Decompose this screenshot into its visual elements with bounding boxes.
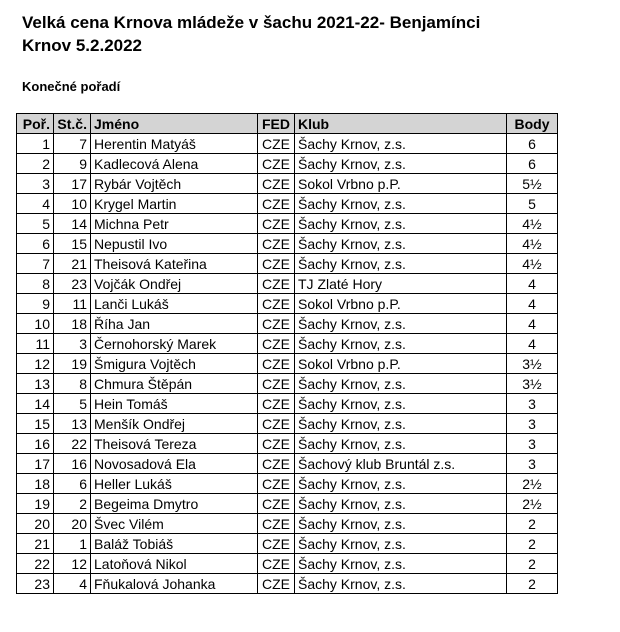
- cell-club: Šachy Krnov, z.s.: [295, 514, 507, 534]
- cell-rank: 13: [17, 374, 54, 394]
- table-row: [17, 174, 558, 194]
- cell-federation: CZE: [258, 214, 295, 234]
- cell-points: 6: [507, 154, 558, 174]
- cell-federation: CZE: [258, 394, 295, 414]
- table-row: [17, 434, 558, 454]
- cell-start-number: 7: [54, 134, 91, 154]
- cell-name: Theisová Kateřina: [91, 254, 258, 274]
- cell-club: Šachy Krnov, z.s.: [295, 154, 507, 174]
- cell-name: Černohorský Marek: [91, 334, 258, 354]
- cell-start-number: 10: [54, 194, 91, 214]
- header-club: Klub: [295, 114, 507, 134]
- header-name: Jméno: [91, 114, 258, 134]
- cell-start-number: 9: [54, 154, 91, 174]
- cell-start-number: 4: [54, 574, 91, 594]
- cell-name: Michna Petr: [91, 214, 258, 234]
- cell-name: Šmigura Vojtěch: [91, 354, 258, 374]
- table-row: [17, 374, 558, 394]
- cell-rank: 19: [17, 494, 54, 514]
- cell-start-number: 1: [54, 534, 91, 554]
- cell-name: Theisová Tereza: [91, 434, 258, 454]
- cell-club: Šachy Krnov, z.s.: [295, 314, 507, 334]
- cell-points: 5: [507, 194, 558, 214]
- cell-federation: CZE: [258, 474, 295, 494]
- cell-federation: CZE: [258, 134, 295, 154]
- cell-name: Chmura Štěpán: [91, 374, 258, 394]
- cell-federation: CZE: [258, 194, 295, 214]
- table-row: [17, 454, 558, 474]
- cell-name: Švec Vilém: [91, 514, 258, 534]
- cell-federation: CZE: [258, 254, 295, 274]
- cell-club: Šachy Krnov, z.s.: [295, 374, 507, 394]
- cell-start-number: 23: [54, 274, 91, 294]
- cell-rank: 3: [17, 174, 54, 194]
- table-row: [17, 394, 558, 414]
- cell-points: 4: [507, 274, 558, 294]
- cell-start-number: 8: [54, 374, 91, 394]
- cell-club: Šachy Krnov, z.s.: [295, 334, 507, 354]
- cell-points: 2: [507, 554, 558, 574]
- table-row: [17, 334, 558, 354]
- cell-points: 3: [507, 394, 558, 414]
- cell-points: 2: [507, 514, 558, 534]
- cell-club: Šachy Krnov, z.s.: [295, 214, 507, 234]
- cell-club: Šachy Krnov, z.s.: [295, 434, 507, 454]
- cell-federation: CZE: [258, 234, 295, 254]
- cell-name: Říha Jan: [91, 314, 258, 334]
- cell-club: Šachy Krnov, z.s.: [295, 534, 507, 554]
- cell-rank: 1: [17, 134, 54, 154]
- cell-club: Šachový klub Bruntál z.s.: [295, 454, 507, 474]
- header-start-number: St.č.: [54, 114, 91, 134]
- cell-federation: CZE: [258, 374, 295, 394]
- table-row: [17, 574, 558, 594]
- table-body: [17, 134, 558, 594]
- table-row: [17, 254, 558, 274]
- table-row: [17, 154, 558, 174]
- cell-start-number: 11: [54, 294, 91, 314]
- cell-club: Šachy Krnov, z.s.: [295, 494, 507, 514]
- cell-name: Latoňová Nikol: [91, 554, 258, 574]
- cell-start-number: 22: [54, 434, 91, 454]
- cell-points: 4½: [507, 254, 558, 274]
- cell-federation: CZE: [258, 354, 295, 374]
- cell-points: 2: [507, 534, 558, 554]
- table-row: [17, 214, 558, 234]
- cell-club: Šachy Krnov, z.s.: [295, 134, 507, 154]
- cell-rank: 23: [17, 574, 54, 594]
- table-row: [17, 534, 558, 554]
- cell-start-number: 19: [54, 354, 91, 374]
- cell-club: Sokol Vrbno p.P.: [295, 294, 507, 314]
- document-title: Velká cena Krnova mládeže v šachu 2021-22- Benjamínci: [22, 13, 481, 32]
- table-row: [17, 554, 558, 574]
- cell-rank: 10: [17, 314, 54, 334]
- cell-name: Heller Lukáš: [91, 474, 258, 494]
- cell-rank: 9: [17, 294, 54, 314]
- cell-name: Fňukalová Johanka: [91, 574, 258, 594]
- cell-federation: CZE: [258, 534, 295, 554]
- table-row: [17, 234, 558, 254]
- cell-name: Hein Tomáš: [91, 394, 258, 414]
- cell-points: 3: [507, 434, 558, 454]
- cell-federation: CZE: [258, 414, 295, 434]
- cell-rank: 7: [17, 254, 54, 274]
- header-rank: Poř.: [17, 114, 54, 134]
- cell-start-number: 3: [54, 334, 91, 354]
- cell-name: Rybár Vojtěch: [91, 174, 258, 194]
- cell-club: Šachy Krnov, z.s.: [295, 194, 507, 214]
- cell-name: Nepustil Ivo: [91, 234, 258, 254]
- cell-rank: 21: [17, 534, 54, 554]
- document-subtitle: Krnov 5.2.2022: [22, 36, 143, 55]
- cell-rank: 15: [17, 414, 54, 434]
- cell-points: 4: [507, 294, 558, 314]
- cell-name: Begeima Dmytro: [91, 494, 258, 514]
- cell-name: Baláž Tobiáš: [91, 534, 258, 554]
- cell-points: 4: [507, 314, 558, 334]
- cell-federation: CZE: [258, 554, 295, 574]
- cell-start-number: 15: [54, 234, 91, 254]
- cell-points: 3: [507, 454, 558, 474]
- table-row: [17, 354, 558, 374]
- cell-name: Herentin Matyáš: [91, 134, 258, 154]
- cell-federation: CZE: [258, 574, 295, 594]
- cell-rank: 14: [17, 394, 54, 414]
- cell-club: Šachy Krnov, z.s.: [295, 554, 507, 574]
- results-table: [16, 113, 558, 594]
- cell-points: 4: [507, 334, 558, 354]
- cell-federation: CZE: [258, 334, 295, 354]
- cell-name: Menšík Ondřej: [91, 414, 258, 434]
- cell-rank: 18: [17, 474, 54, 494]
- cell-club: Šachy Krnov, z.s.: [295, 394, 507, 414]
- cell-federation: CZE: [258, 174, 295, 194]
- table-header-row: [17, 114, 558, 134]
- cell-club: Sokol Vrbno p.P.: [295, 354, 507, 374]
- cell-points: 3: [507, 414, 558, 434]
- cell-start-number: 21: [54, 254, 91, 274]
- table-row: [17, 314, 558, 334]
- cell-federation: CZE: [258, 314, 295, 334]
- cell-start-number: 20: [54, 514, 91, 534]
- cell-rank: 12: [17, 354, 54, 374]
- cell-points: 3½: [507, 354, 558, 374]
- table-row: [17, 134, 558, 154]
- cell-name: Lanči Lukáš: [91, 294, 258, 314]
- cell-start-number: 18: [54, 314, 91, 334]
- cell-name: Vojčák Ondřej: [91, 274, 258, 294]
- cell-points: 2: [507, 574, 558, 594]
- cell-start-number: 13: [54, 414, 91, 434]
- cell-federation: CZE: [258, 274, 295, 294]
- table-row: [17, 294, 558, 314]
- cell-rank: 4: [17, 194, 54, 214]
- cell-rank: 16: [17, 434, 54, 454]
- cell-name: Kadlecová Alena: [91, 154, 258, 174]
- cell-points: 4½: [507, 234, 558, 254]
- cell-federation: CZE: [258, 294, 295, 314]
- cell-club: Sokol Vrbno p.P.: [295, 174, 507, 194]
- cell-start-number: 5: [54, 394, 91, 414]
- cell-name: Krygel Martin: [91, 194, 258, 214]
- table-row: [17, 494, 558, 514]
- table-row: [17, 514, 558, 534]
- cell-start-number: 2: [54, 494, 91, 514]
- cell-club: Šachy Krnov, z.s.: [295, 414, 507, 434]
- cell-club: Šachy Krnov, z.s.: [295, 474, 507, 494]
- cell-name: Novosadová Ela: [91, 454, 258, 474]
- table-row: [17, 414, 558, 434]
- table-row: [17, 474, 558, 494]
- cell-club: TJ Zlaté Hory: [295, 274, 507, 294]
- cell-rank: 5: [17, 214, 54, 234]
- cell-club: Šachy Krnov, z.s.: [295, 574, 507, 594]
- section-heading: Konečné pořadí: [22, 79, 121, 94]
- cell-rank: 22: [17, 554, 54, 574]
- cell-points: 5½: [507, 174, 558, 194]
- cell-rank: 20: [17, 514, 54, 534]
- header-federation: FED: [258, 114, 295, 134]
- cell-rank: 2: [17, 154, 54, 174]
- cell-points: 3½: [507, 374, 558, 394]
- table-row: [17, 274, 558, 294]
- cell-points: 2½: [507, 474, 558, 494]
- cell-start-number: 16: [54, 454, 91, 474]
- cell-federation: CZE: [258, 434, 295, 454]
- cell-points: 2½: [507, 494, 558, 514]
- cell-club: Šachy Krnov, z.s.: [295, 254, 507, 274]
- table-row: [17, 194, 558, 214]
- cell-club: Šachy Krnov, z.s.: [295, 234, 507, 254]
- cell-federation: CZE: [258, 494, 295, 514]
- cell-start-number: 14: [54, 214, 91, 234]
- cell-rank: 17: [17, 454, 54, 474]
- cell-federation: CZE: [258, 154, 295, 174]
- cell-start-number: 17: [54, 174, 91, 194]
- cell-rank: 8: [17, 274, 54, 294]
- cell-points: 4½: [507, 214, 558, 234]
- cell-points: 6: [507, 134, 558, 154]
- cell-federation: CZE: [258, 514, 295, 534]
- cell-start-number: 12: [54, 554, 91, 574]
- cell-rank: 11: [17, 334, 54, 354]
- header-points: Body: [507, 114, 558, 134]
- cell-start-number: 6: [54, 474, 91, 494]
- cell-federation: CZE: [258, 454, 295, 474]
- cell-rank: 6: [17, 234, 54, 254]
